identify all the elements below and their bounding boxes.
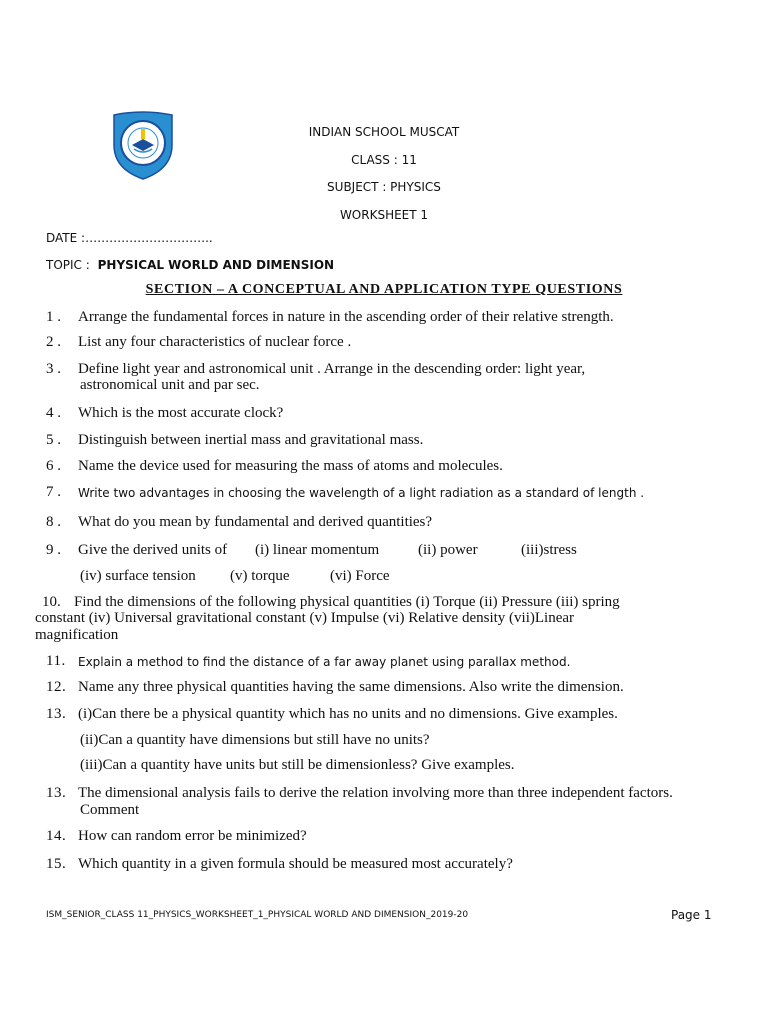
school-crest-icon xyxy=(110,111,176,181)
worksheet-line: WORKSHEET 1 xyxy=(339,208,429,222)
question-number: 13. xyxy=(46,706,67,722)
question-text-line-2: Comment xyxy=(80,802,140,818)
question-number: 10. xyxy=(42,594,61,610)
question-text-line-2: astronomical unit and par sec. xyxy=(80,377,260,393)
question-text: Name any three physical quantities having the same dimensions. Also write the dimension. xyxy=(78,679,624,695)
question-number: 3 . xyxy=(46,361,61,377)
question-number: 15. xyxy=(46,856,67,872)
question-text: Explain a method to find the distance of a far away planet using parallax method. xyxy=(78,655,571,669)
topic-label: TOPIC : xyxy=(46,258,90,272)
question-text: How can random error be minimized? xyxy=(78,828,307,844)
question-text: Name the device used for measuring the mass of atoms and molecules. xyxy=(78,458,503,474)
question-text: Write two advantages in choosing the wavelength of a light radiation as a standard of length . xyxy=(78,486,645,500)
question-number: 6 . xyxy=(46,458,61,474)
question-part-ii: (ii)Can a quantity have dimensions but still have no units? xyxy=(80,732,430,748)
section-title: SECTION – A CONCEPTUAL AND APPLICATION TYPE QUESTIONS xyxy=(145,282,623,297)
question-text: Which quantity in a given formula should be measured most accurately? xyxy=(78,856,513,872)
question-text: Which is the most accurate clock? xyxy=(78,405,284,421)
question-text: List any four characteristics of nuclear force . xyxy=(78,334,352,350)
question-item-iii: (iii)stress xyxy=(521,542,577,558)
question-number: 9 . xyxy=(46,542,61,558)
question-number: 11. xyxy=(46,653,66,669)
question-item-vi: (vi) Force xyxy=(330,568,390,584)
question-number: 8 . xyxy=(46,514,61,530)
question-text-line-1: The dimensional analysis fails to derive the relation involving more than three independent factors. xyxy=(78,785,673,801)
question-text-line-3: magnification xyxy=(35,627,119,643)
school-name: INDIAN SCHOOL MUSCAT xyxy=(308,125,460,139)
question-text-line-1: Define light year and astronomical unit . Arrange in the descending order: light year, xyxy=(78,361,586,377)
class-line: CLASS : 11 xyxy=(351,153,417,167)
topic-line xyxy=(46,258,334,272)
question-text: What do you mean by fundamental and derived quantities? xyxy=(78,514,433,530)
question-number: 14. xyxy=(46,828,67,844)
question-number: 4 . xyxy=(46,405,61,421)
date-line: DATE :………………………….. xyxy=(46,231,213,245)
footer-code: ISM_SENIOR_CLASS 11_PHYSICS_WORKSHEET_1_PHYSICAL WORLD AND DIMENSION_2019-20 xyxy=(46,910,469,920)
question-item-ii: (ii) power xyxy=(418,542,478,558)
subject-line: SUBJECT : PHYSICS xyxy=(327,180,441,194)
question-item-i: (i) linear momentum xyxy=(255,542,380,558)
question-number: 1 . xyxy=(46,309,61,325)
question-part-iii: (iii)Can a quantity have units but still be dimensionless? Give examples. xyxy=(80,757,515,773)
question-number: 12. xyxy=(46,679,67,695)
question-number: 5 . xyxy=(46,432,61,448)
question-part-i: (i)Can there be a physical quantity which has no units and no dimensions. Give examples. xyxy=(78,706,618,722)
question-text: Arrange the fundamental forces in nature in the ascending order of their relative strength. xyxy=(78,309,614,325)
question-item-iv: (iv) surface tension xyxy=(80,568,196,584)
page-number: Page 1 xyxy=(671,908,712,922)
question-intro: Give the derived units of xyxy=(78,542,228,558)
question-text-line-1: Find the dimensions of the following physical quantities (i) Torque (ii) Pressure (iii) spring xyxy=(74,594,620,610)
question-number: 13. xyxy=(46,785,67,801)
question-text-line-2: constant (iv) Universal gravitational constant (v) Impulse (vi) Relative density (vii)Linear xyxy=(35,610,575,626)
question-text: Distinguish between inertial mass and gravitational mass. xyxy=(78,432,424,448)
question-number: 2 . xyxy=(46,334,61,350)
topic-value: PHYSICAL WORLD AND DIMENSION xyxy=(97,258,335,272)
question-item-v: (v) torque xyxy=(230,568,290,584)
question-number: 7 . xyxy=(46,484,61,500)
